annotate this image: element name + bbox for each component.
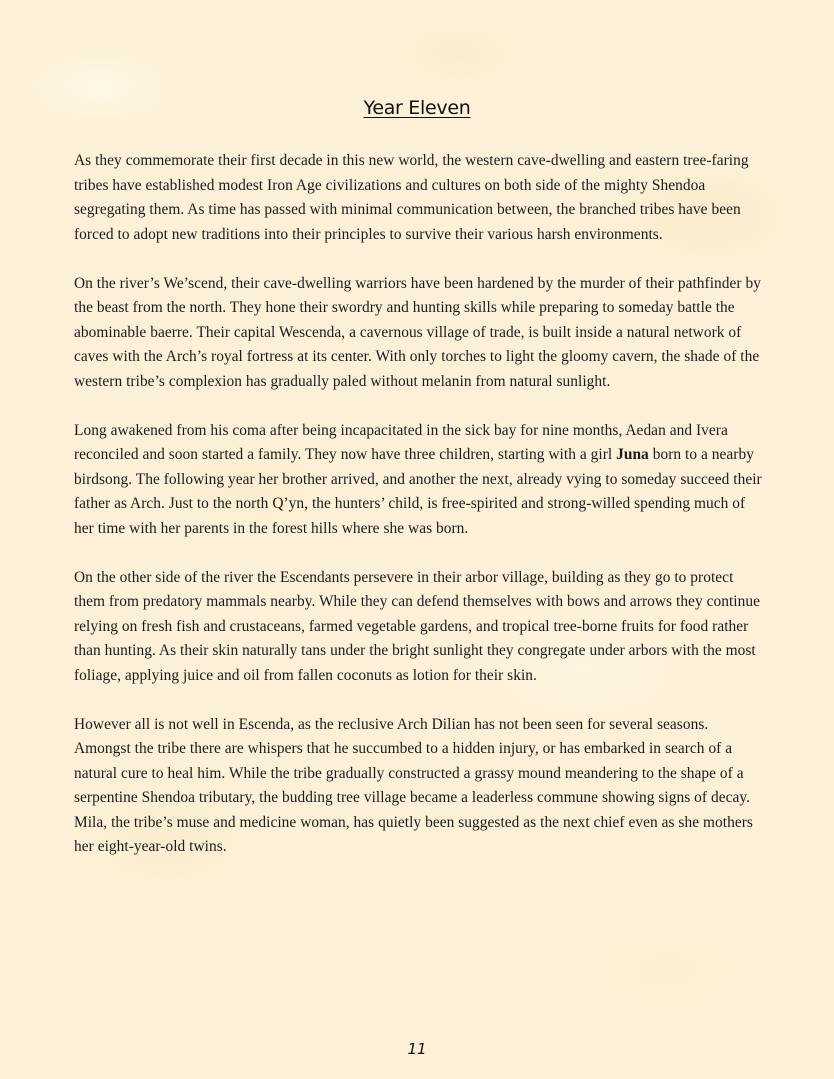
- page-number: 11: [407, 1040, 427, 1058]
- chapter-title: Year Eleven: [363, 97, 471, 119]
- paragraph-2: On the river’s We’scend, their cave-dwelling warriors have been hardened by the murder of their pathfinder by the beast from the north. They hone their swordry and hunting skills while preparing to someday battle the abominable baerre. Their capital Wescenda, a cavernous village of trade, is built inside a natural network of caves with the Arch’s royal fortress at its center. With only torches to light the gloomy cavern, the shade of the western tribe’s complexion has gradually paled without melanin from natural sunlight.: [74, 274, 761, 390]
- paragraph-3-part-2: born to a nearby birdsong. The following year her brother arrived, and another the next, already vying to someday succeed their father as Arch. Just to the north Q’yn, the hunters’ child, is free-spirited and strong-willed spending much of her time with her parents in the forest hills where she was born.: [74, 446, 762, 537]
- paragraph-3: [74, 419, 768, 542]
- character-name-juna: Juna: [616, 446, 649, 463]
- chapter-body: [74, 149, 768, 884]
- paragraph-3-part-1: Long awakened from his coma after being incapacitated in the sick bay for nine months, Aedan and Ivera reconciled and soon started a family. They now have three children, starting with a girl: [74, 421, 728, 463]
- paragraph-1: As they commemorate their first decade in this new world, the western cave-dwelling and eastern tree-faring tribes have established modest Iron Age civilizations and cultures on both side of the mighty Shendoa segregating them. As time has passed with minimal communication between, the branched tribes have been forced to adopt new traditions into their principles to survive their various harsh environments.: [74, 152, 749, 243]
- paragraph-4: On the other side of the river the Escendants persevere in their arbor village, building as they go to protect them from predatory mammals nearby. While they can defend themselves with bows and arrows they continue relying on fresh fish and crustaceans, farmed vegetable gardens, and tropical tree-borne fruits for food rather than hunting. As their skin naturally tans under the bright sunlight they congregate under arbors with the most foliage, applying juice and oil from fallen coconuts as lotion for their skin.: [74, 568, 760, 684]
- paragraph-5: However all is not well in Escenda, as the reclusive Arch Dilian has not been seen for several seasons. Amongst the tribe there are whispers that he succumbed to a hidden injury, or has embarked in search of a natural cure to heal him. While the tribe gradually constructed a grassy mound meandering to the shape of a serpentine Shendoa tributary, the budding tree village became a leaderless commune showing signs of decay. Mila, the tribe’s muse and medicine woman, has quietly been suggested as the next chief even as she mothers her eight-year-old twins.: [74, 715, 753, 855]
